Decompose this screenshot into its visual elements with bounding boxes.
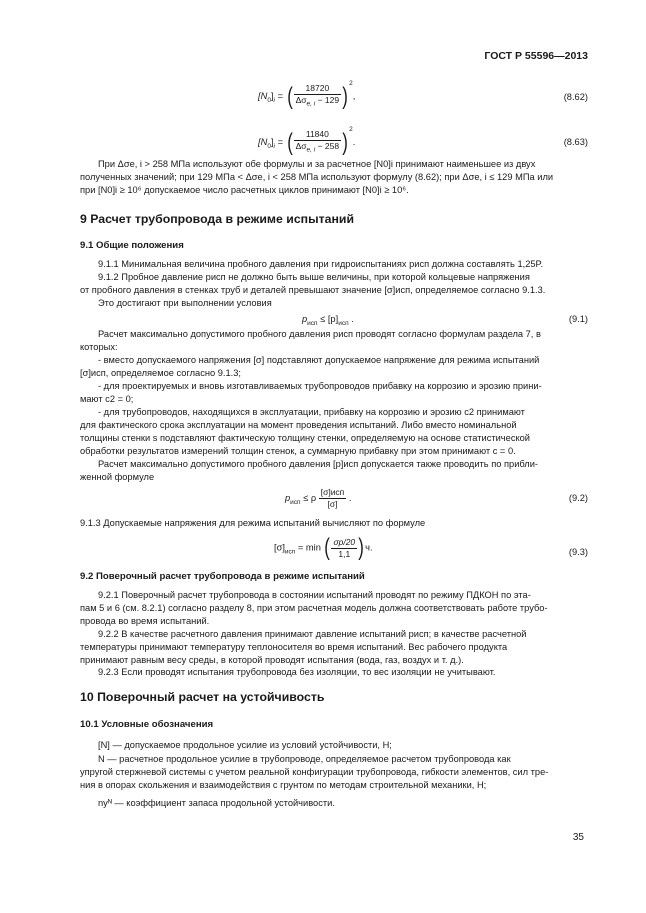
list-item-new-pipes: - для проектируемых и вновь изготавливаемых трубопроводов прибавку на коррозию и эрозию прини- мают c2 = 0;: [80, 381, 542, 404]
paragraph-9-1-2: 9.1.2 Пробное давление pисп не должно быть выше величины, при которой кольцевые напряжения от пробного давления в стенках труб и деталей превышают значение [σ]исп, определяемое согласно 9.1.3. Это достигают при выполнении условия: [80, 272, 546, 308]
equation-9-2: $p_{исп} \le \rho$ $\frac{\text{[σ]исп}}{[\sigma]}$ .: [285, 487, 352, 509]
equation-tag-8-63: (8.63): [563, 137, 588, 147]
paragraph-9-1-3: 9.1.3 Допускаемые напряжения для режима испытаний вычисляют по формуле: [80, 518, 426, 528]
list-item-stress: - вместо допускаемого напряжения [σ] подставляют допускаемое напряжение для режима испытаний [σ]исп, определяемое согласно 9.1.3;: [80, 355, 540, 378]
definition-design-force: N — расчетное продольное усилие в трубопроводе, определяемое расчетом трубопровода как упругой стержневой системы с учетом реальной конфигурации трубопровода, гибкости элементов, сил тре- ния в опорах скольжения и взаимодействия с грунтом по методам строительной механики, Н;: [80, 754, 549, 790]
subsection-heading-10-1: 10.1 Условные обозначения: [80, 719, 214, 730]
page-number: 35: [572, 832, 584, 843]
paragraph-cycles: При Δσe, i > 258 МПа используют обе формулы и за расчетное [N0]i принимают наименьшее из двух полученных значений; при 129 МПа < Δσe, i < 258 МПа используют формулу (8.62); при Δσe, i ≤ 129 МПа или при [N0]i ≥ 10⁶ допускаемое число расчетных циклов принимают [N0]i ≥ 10⁶.: [80, 159, 554, 195]
equation-tag-9-3: (9.3): [568, 547, 588, 557]
paragraph-9-2-1: 9.2.1 Поверочный расчет трубопровода в состоянии испытаний проводят по режиму ПДКОН по эта- пам 5 и 6 (см. 8.2.1) согласно разделу 8, при этом расчетная модель должна соответствовать работе трубо- провода во время испытаний.: [80, 590, 548, 626]
paragraph-approx: Расчет максимально допустимого пробного давления [p]исп допускается также проводить по прибли- женной формуле: [80, 459, 539, 482]
equation-8-62: $[N_0]_i$ = ( $\frac{18720}{\Delta\sigma_{e, i} - 129}$ )$^2$,: [258, 80, 356, 110]
paragraph-9-2-3: 9.2.3 Если проводят испытания трубопровода без изоляции, то вес изоляции не учитывают.: [98, 667, 496, 677]
paragraph-calc: Расчет максимально допустимого пробного давления pисп проводят согласно формулам раздела 7, в которых:: [80, 329, 541, 352]
equation-tag-9-2: (9.2): [568, 493, 588, 503]
section-heading-10: 10 Поверочный расчет на устойчивость: [80, 690, 325, 704]
definition-safety-factor: nyᴺ — коэффициент запаса продольной устойчивости.: [98, 798, 335, 808]
subsection-heading-9-2: 9.2 Поверочный расчет трубопровода в режиме испытаний: [80, 571, 365, 582]
equation-tag-9-1: (9.1): [568, 314, 588, 324]
subsection-heading-9-1: 9.1 Общие положения: [80, 240, 184, 251]
list-item-operating-pipes: - для трубопроводов, находящихся в эксплуатации, прибавку на коррозию и эрозию c2 принимают для фактического срока эксплуатации на момент проведения испытаний. Либо вместо номинальной толщины стенки s подставляют фактическую толщину стенки, определяемую на основе статистической обработки результатов измерений толщин стенок, а суммарную прибавку при этом принимают c = 0.: [80, 407, 530, 456]
equation-8-63: $[N_0]_i$ = ( $\frac{11840}{\Delta\sigma_{e, i} - 258}$ )$^2$.: [258, 126, 356, 156]
paragraph-9-2-2: 9.2.2 В качестве расчетного давления принимают давление испытаний pисп; в качестве расчетной температуры принимают температуру теплоносителя во время испытаний. Вес рабочего продукта принимают равным весу среды, в которой проводят испытания (вода, газ, воздух и т. д.).: [80, 629, 527, 665]
paragraph-9-1-1: 9.1.1 Минимальная величина пробного давления при гидроиспытаниях pисп должна составлять 1,25P.: [98, 259, 544, 269]
definition-allowable-force: [N] — допускаемое продольное усилие из условий устойчивости, Н;: [98, 740, 392, 750]
equation-9-1: $p_{исп} \le [p]_{исп}$ .: [302, 314, 354, 327]
equation-tag-8-62: (8.62): [563, 92, 588, 102]
equation-9-3: $[\sigma]_{исп} = \min$ ( $\frac{\sigma p/20}{1,1}$ )ч.: [274, 534, 373, 561]
standard-header: ГОСТ Р 55596—2013: [484, 50, 588, 62]
section-heading-9: 9 Расчет трубопровода в режиме испытаний: [80, 212, 355, 226]
